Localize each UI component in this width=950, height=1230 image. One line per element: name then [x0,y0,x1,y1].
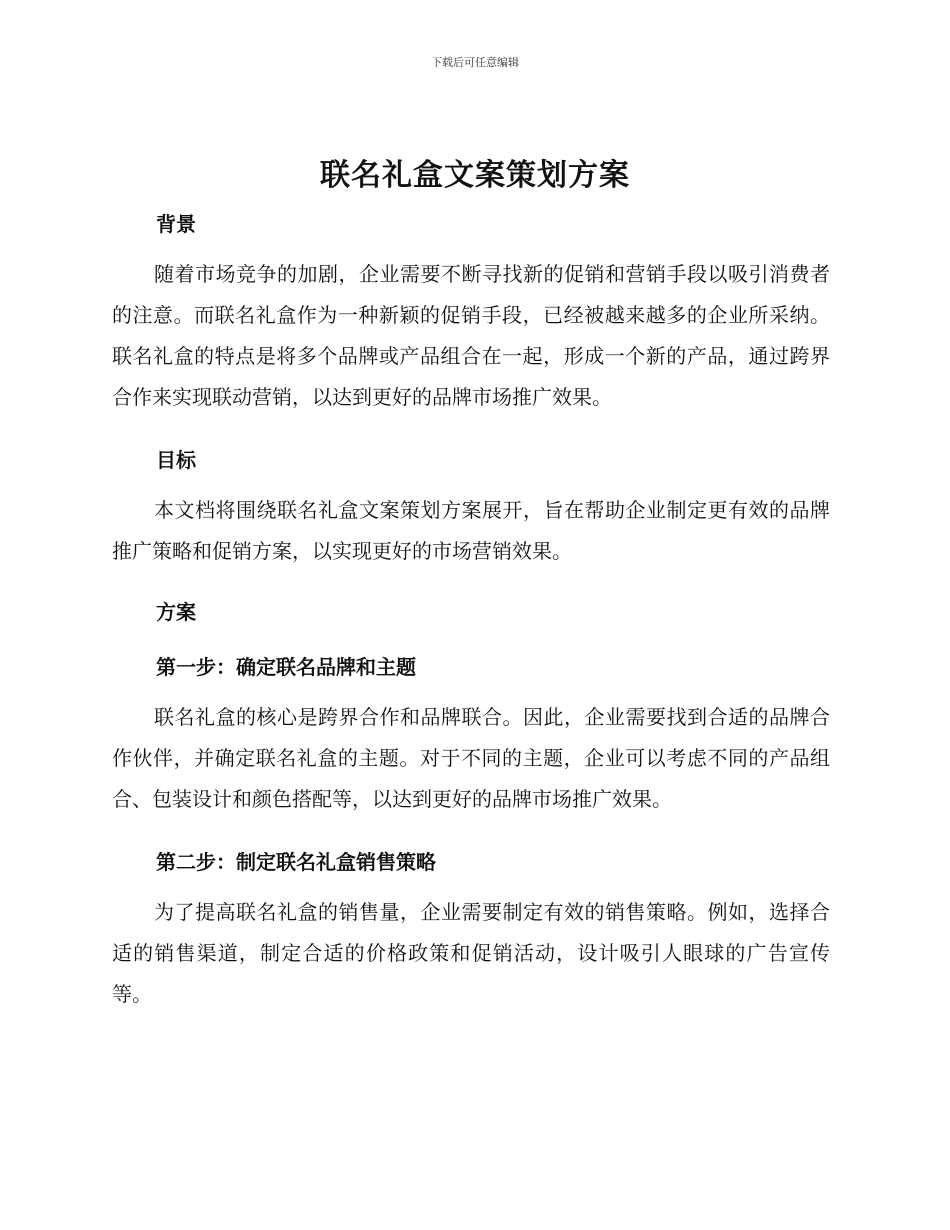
paragraph-background: 随着市场竞争的加剧，企业需要不断寻找新的促销和营销手段以吸引消费者的注意。而联名礼盒作为一种新颖的促销手段，已经被越来越多的企业所采纳。联名礼盒的特点是将多个品牌或产品组合在一起，形成一个新的产品，通过跨界合作来实现联动营销，以达到更好的品牌市场推广效果。 [112,262,830,409]
section-heading-step2: 第二步：制定联名礼盒销售策略 [156,850,436,874]
section-heading-background: 背景 [156,212,196,236]
paragraph-step1: 联名礼盒的核心是跨界合作和品牌联合。因此，企业需要找到合适的品牌合作伙伴，并确定联名礼盒的主题。对于不同的主题，企业可以考虑不同的产品组合、包装设计和颜色搭配等，以达到更好的品牌市场推广效果。 [112,705,830,811]
section-heading-step1: 第一步：确定联名品牌和主题 [156,655,416,679]
paragraph-step2: 为了提高联名礼盒的销售量，企业需要制定有效的销售策略。例如，选择合适的销售渠道，制定合适的价格政策和促销活动，设计吸引人眼球的广告宣传等。 [112,900,830,1006]
document-title: 联名礼盒文案策划方案 [320,158,630,193]
header-note: 下载后可任意编辑 [431,56,519,69]
paragraph-goal: 本文档将围绕联名礼盒文案策划方案展开，旨在帮助企业制定更有效的品牌推广策略和促销方案，以实现更好的市场营销效果。 [112,498,830,563]
section-heading-plan: 方案 [156,600,196,624]
section-heading-goal: 目标 [156,448,196,472]
